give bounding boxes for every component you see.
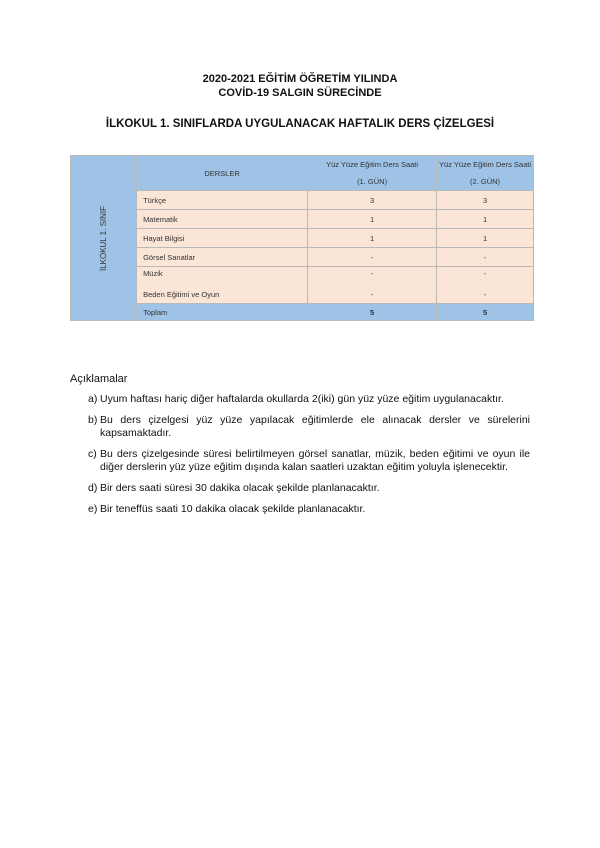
day2-hours: 1 — [437, 229, 534, 248]
note-text: Bir ders saati süresi 30 dakika olacak şekilde planlanacaktır. — [100, 482, 380, 494]
note-item — [70, 503, 530, 516]
notes-heading: Açıklamalar — [70, 373, 128, 385]
note-marker: d) — [88, 482, 98, 494]
day1-hours: 3 — [308, 191, 437, 210]
header-day1 — [308, 156, 437, 191]
note-item — [70, 482, 530, 495]
day1-hours: 1 — [308, 210, 437, 229]
note-marker: a) — [88, 393, 98, 405]
note-text: Bu ders çizelgesinde süresi belirtilmeyen görsel sanatlar, müzik, beden eğitimi ve oyun ile diğer derslerin yüz yüze eğitim dışında kalan saatleri uzaktan eğitim yoluyla işlenecektir. — [100, 448, 530, 473]
document-title-line-2: COVİD-19 SALGIN SÜRECİNDE — [218, 87, 382, 99]
header-day2-line1: Yüz Yüze Eğitim Ders Saati — [439, 160, 532, 169]
day2-hours: - — [437, 248, 534, 267]
day1-hours: - — [370, 269, 374, 278]
subject-name: Görsel Sanatlar — [137, 248, 308, 267]
day2-hours: 1 — [437, 210, 534, 229]
header-subjects: DERSLER — [137, 156, 308, 191]
subject-name: Müzik — [143, 269, 163, 278]
total-day1: 5 — [308, 304, 437, 321]
grade-side-cell — [71, 156, 137, 321]
note-text: Bir teneffüs saati 10 dakika olacak şekilde planlanacaktır. — [100, 503, 366, 515]
day2-hours: 3 — [437, 191, 534, 210]
table-row — [71, 191, 534, 210]
subject-name: Beden Eğitimi ve Oyun — [143, 290, 220, 299]
header-day1-line1: Yüz Yüze Eğitim Ders Saati — [326, 160, 419, 169]
note-marker: b) — [88, 414, 98, 426]
day2-hours: - — [483, 290, 487, 299]
notes-list — [70, 393, 530, 524]
header-day1-line2: (1. GÜN) — [357, 177, 388, 186]
weekly-schedule-table — [70, 155, 534, 321]
table-row — [71, 267, 534, 304]
document-title-line-1: 2020-2021 EĞİTİM ÖĞRETİM YILINDA — [202, 73, 398, 85]
total-label: Toplam — [137, 304, 308, 321]
note-item — [70, 393, 530, 406]
subject-name: Hayat Bilgisi — [137, 229, 308, 248]
header-day2 — [437, 156, 534, 191]
day1-hours: 1 — [308, 229, 437, 248]
day1-hours: - — [308, 248, 437, 267]
note-item — [70, 448, 530, 474]
table-row — [71, 229, 534, 248]
document-subtitle: İLKOKUL 1. SINIFLARDA UYGULANACAK HAFTALIK DERS ÇİZELGESİ — [105, 118, 495, 130]
total-row — [71, 304, 534, 321]
total-day2: 5 — [437, 304, 534, 321]
subject-name: Türkçe — [137, 191, 308, 210]
note-marker: e) — [88, 503, 98, 515]
subject-name: Matematik — [137, 210, 308, 229]
note-marker: c) — [88, 448, 97, 460]
day1-hours: - — [370, 290, 374, 299]
day2-hours: - — [483, 269, 487, 278]
note-text: Bu ders çizelgesi yüz yüze yapılacak eğitimlerde ele alınacak dersler ve sürelerini kapsamaktadır. — [100, 414, 530, 439]
grade-label: İLKOKUL 1. SINIF — [99, 205, 109, 271]
table-row — [71, 248, 534, 267]
table-row — [71, 210, 534, 229]
note-item — [70, 414, 530, 440]
header-day2-line2: (2. GÜN) — [470, 177, 501, 186]
note-text: Uyum haftası hariç diğer haftalarda okullarda 2(iki) gün yüz yüze eğitim uygulanacaktır. — [100, 393, 504, 405]
